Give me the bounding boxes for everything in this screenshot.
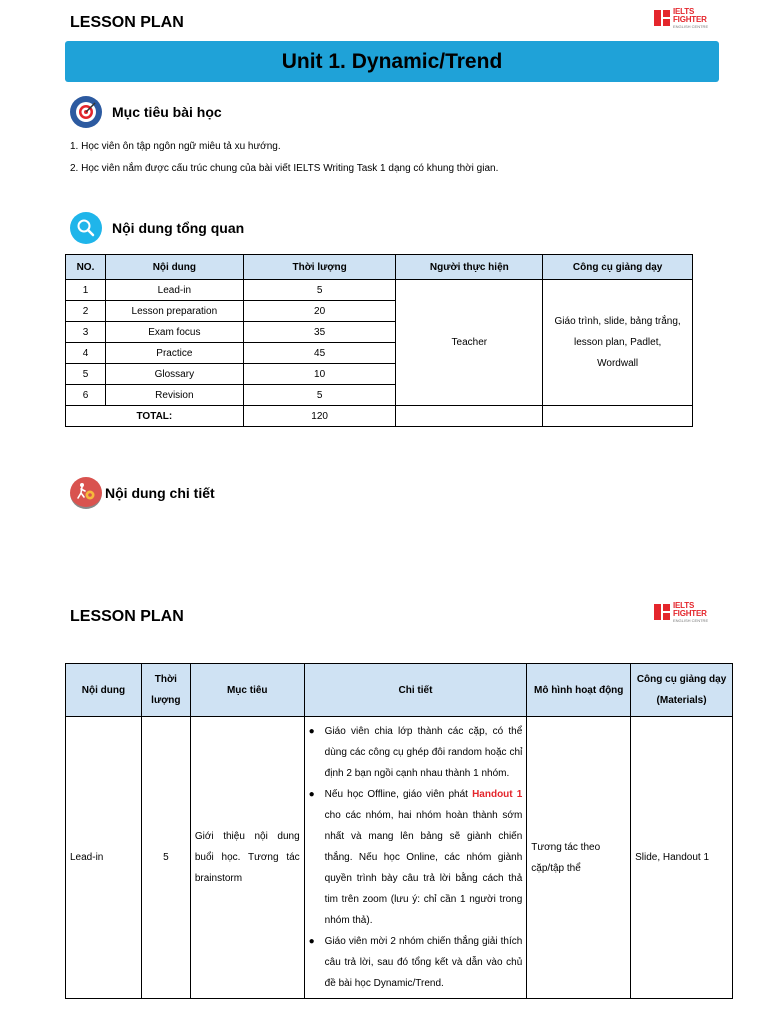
search-icon [70,212,102,244]
objectives-title: Mục tiêu bài học [112,104,222,120]
row-no: 2 [66,301,106,322]
header-line: Thời [154,674,177,685]
table-row [66,717,733,999]
page-header-title: LESSON PLAN [70,14,184,31]
row-duration: 10 [243,364,396,385]
row-content: Glossary [105,364,243,385]
col-header-duration [141,664,190,717]
unit-title-banner: Unit 1. Dynamic/Trend [65,41,719,82]
objectives-section-heading [70,96,222,128]
col-header-model: Mô hình hoạt động [527,664,631,717]
target-icon [70,96,102,128]
header-line: Công cụ giảng dạy [636,674,727,685]
col-header-goal: Mục tiêu [190,664,304,717]
header-line: lượng [151,695,181,706]
row-content: Lesson preparation [105,301,243,322]
logo-mark-icon [652,8,672,28]
tools-cell [543,280,693,406]
table-row [66,280,693,301]
row-content: Revision [105,385,243,406]
row-goal: Giới thiệu nội dung buổi học. Tương tác brainstorm [190,717,304,999]
total-value: 120 [243,406,396,427]
row-content: Practice [105,343,243,364]
row-duration: 35 [243,322,396,343]
row-duration: 5 [243,385,396,406]
overview-section-heading [70,212,244,244]
row-model: Tương tác theo cặp/tập thể [527,717,631,999]
detail-bullet: ● Giáo viên chia lớp thành các cặp, có thể dùng các công cụ ghép đôi random hoặc chỉ định 2 bạn ngồi cạnh nhau thành 1 nhóm. [309,721,523,784]
header-line: (Materials) [656,695,707,706]
logo-line1: IELTS [673,7,695,16]
objective-item: 2. Học viên nắm được cấu trúc chung của bài viết IELTS Writing Task 1 dạng có khung thời gian. [70,163,499,174]
performer-cell: Teacher [396,280,543,406]
handout-highlight: Handout 1 [472,789,523,800]
row-tools: Slide, Handout 1 [631,717,733,999]
ielts-fighter-logo [652,602,720,624]
col-header-content: Nội dung [105,255,243,280]
row-content: Exam focus [105,322,243,343]
row-no: 6 [66,385,106,406]
row-no: 4 [66,343,106,364]
detail-bullet: ● Giáo viên mời 2 nhóm chiến thắng giải thích câu trả lời, sau đó tổng kết và dẫn vào chủ đề bài học Dynamic/Trend. [309,931,523,994]
col-header-tools [631,664,733,717]
row-duration: 45 [243,343,396,364]
detail-title: Nội dung chi tiết [105,485,215,501]
row-no: 1 [66,280,106,301]
bullet-text: Nếu học Offline, giáo viên phát [324,789,473,800]
logo-mark-icon [652,602,672,622]
overview-table [65,254,693,427]
settings-runner-icon [70,477,102,509]
tools-line: Giáo trình, slide, bảng trắng, [554,316,681,327]
col-header-no: NO. [66,255,106,280]
col-header-duration: Thời lượng [243,255,396,280]
row-content: Lead-in [105,280,243,301]
detail-bullet [309,784,523,931]
page2-header-title: LESSON PLAN [70,608,184,625]
ielts-fighter-logo [652,8,720,30]
logo-line3: ENGLISH CENTRE [673,24,709,29]
logo-line1: IELTS [673,601,695,610]
row-detail [304,717,527,999]
total-label: TOTAL: [66,406,244,427]
bullet-text: cho các nhóm, hai nhóm hoàn thành sớm nhất và mang lên bảng sẽ giành chiến thắng. Nếu học Online, các nhóm giành quyền trình bày câu trả lời bằng cách thả tim trên zoom (lưu ý: chỉ cần 1 người trong nhóm thả). [324,810,523,926]
row-no: 3 [66,322,106,343]
detail-section-heading [70,477,215,509]
empty-cell [396,406,543,427]
tools-line: lesson plan, Padlet, [573,337,662,348]
logo-line3: ENGLISH CENTRE [673,618,709,623]
row-duration: 5 [141,717,190,999]
overview-title: Nội dung tổng quan [112,220,245,236]
tools-line: Wordwall [597,358,639,369]
logo-line2: FIGHTER [673,609,707,618]
lesson-detail-table [65,663,733,999]
empty-cell [543,406,693,427]
objective-item: 1. Học viên ôn tập ngôn ngữ miêu tả xu hướng. [70,141,281,152]
row-no: 5 [66,364,106,385]
row-duration: 20 [243,301,396,322]
col-header-performer: Người thực hiện [396,255,543,280]
col-header-tools: Công cụ giảng dạy [543,255,693,280]
row-content: Lead-in [66,717,142,999]
row-duration: 5 [243,280,396,301]
total-row [66,406,693,427]
logo-line2: FIGHTER [673,15,707,24]
col-header-detail: Chi tiết [304,664,527,717]
col-header-content: Nội dung [66,664,142,717]
